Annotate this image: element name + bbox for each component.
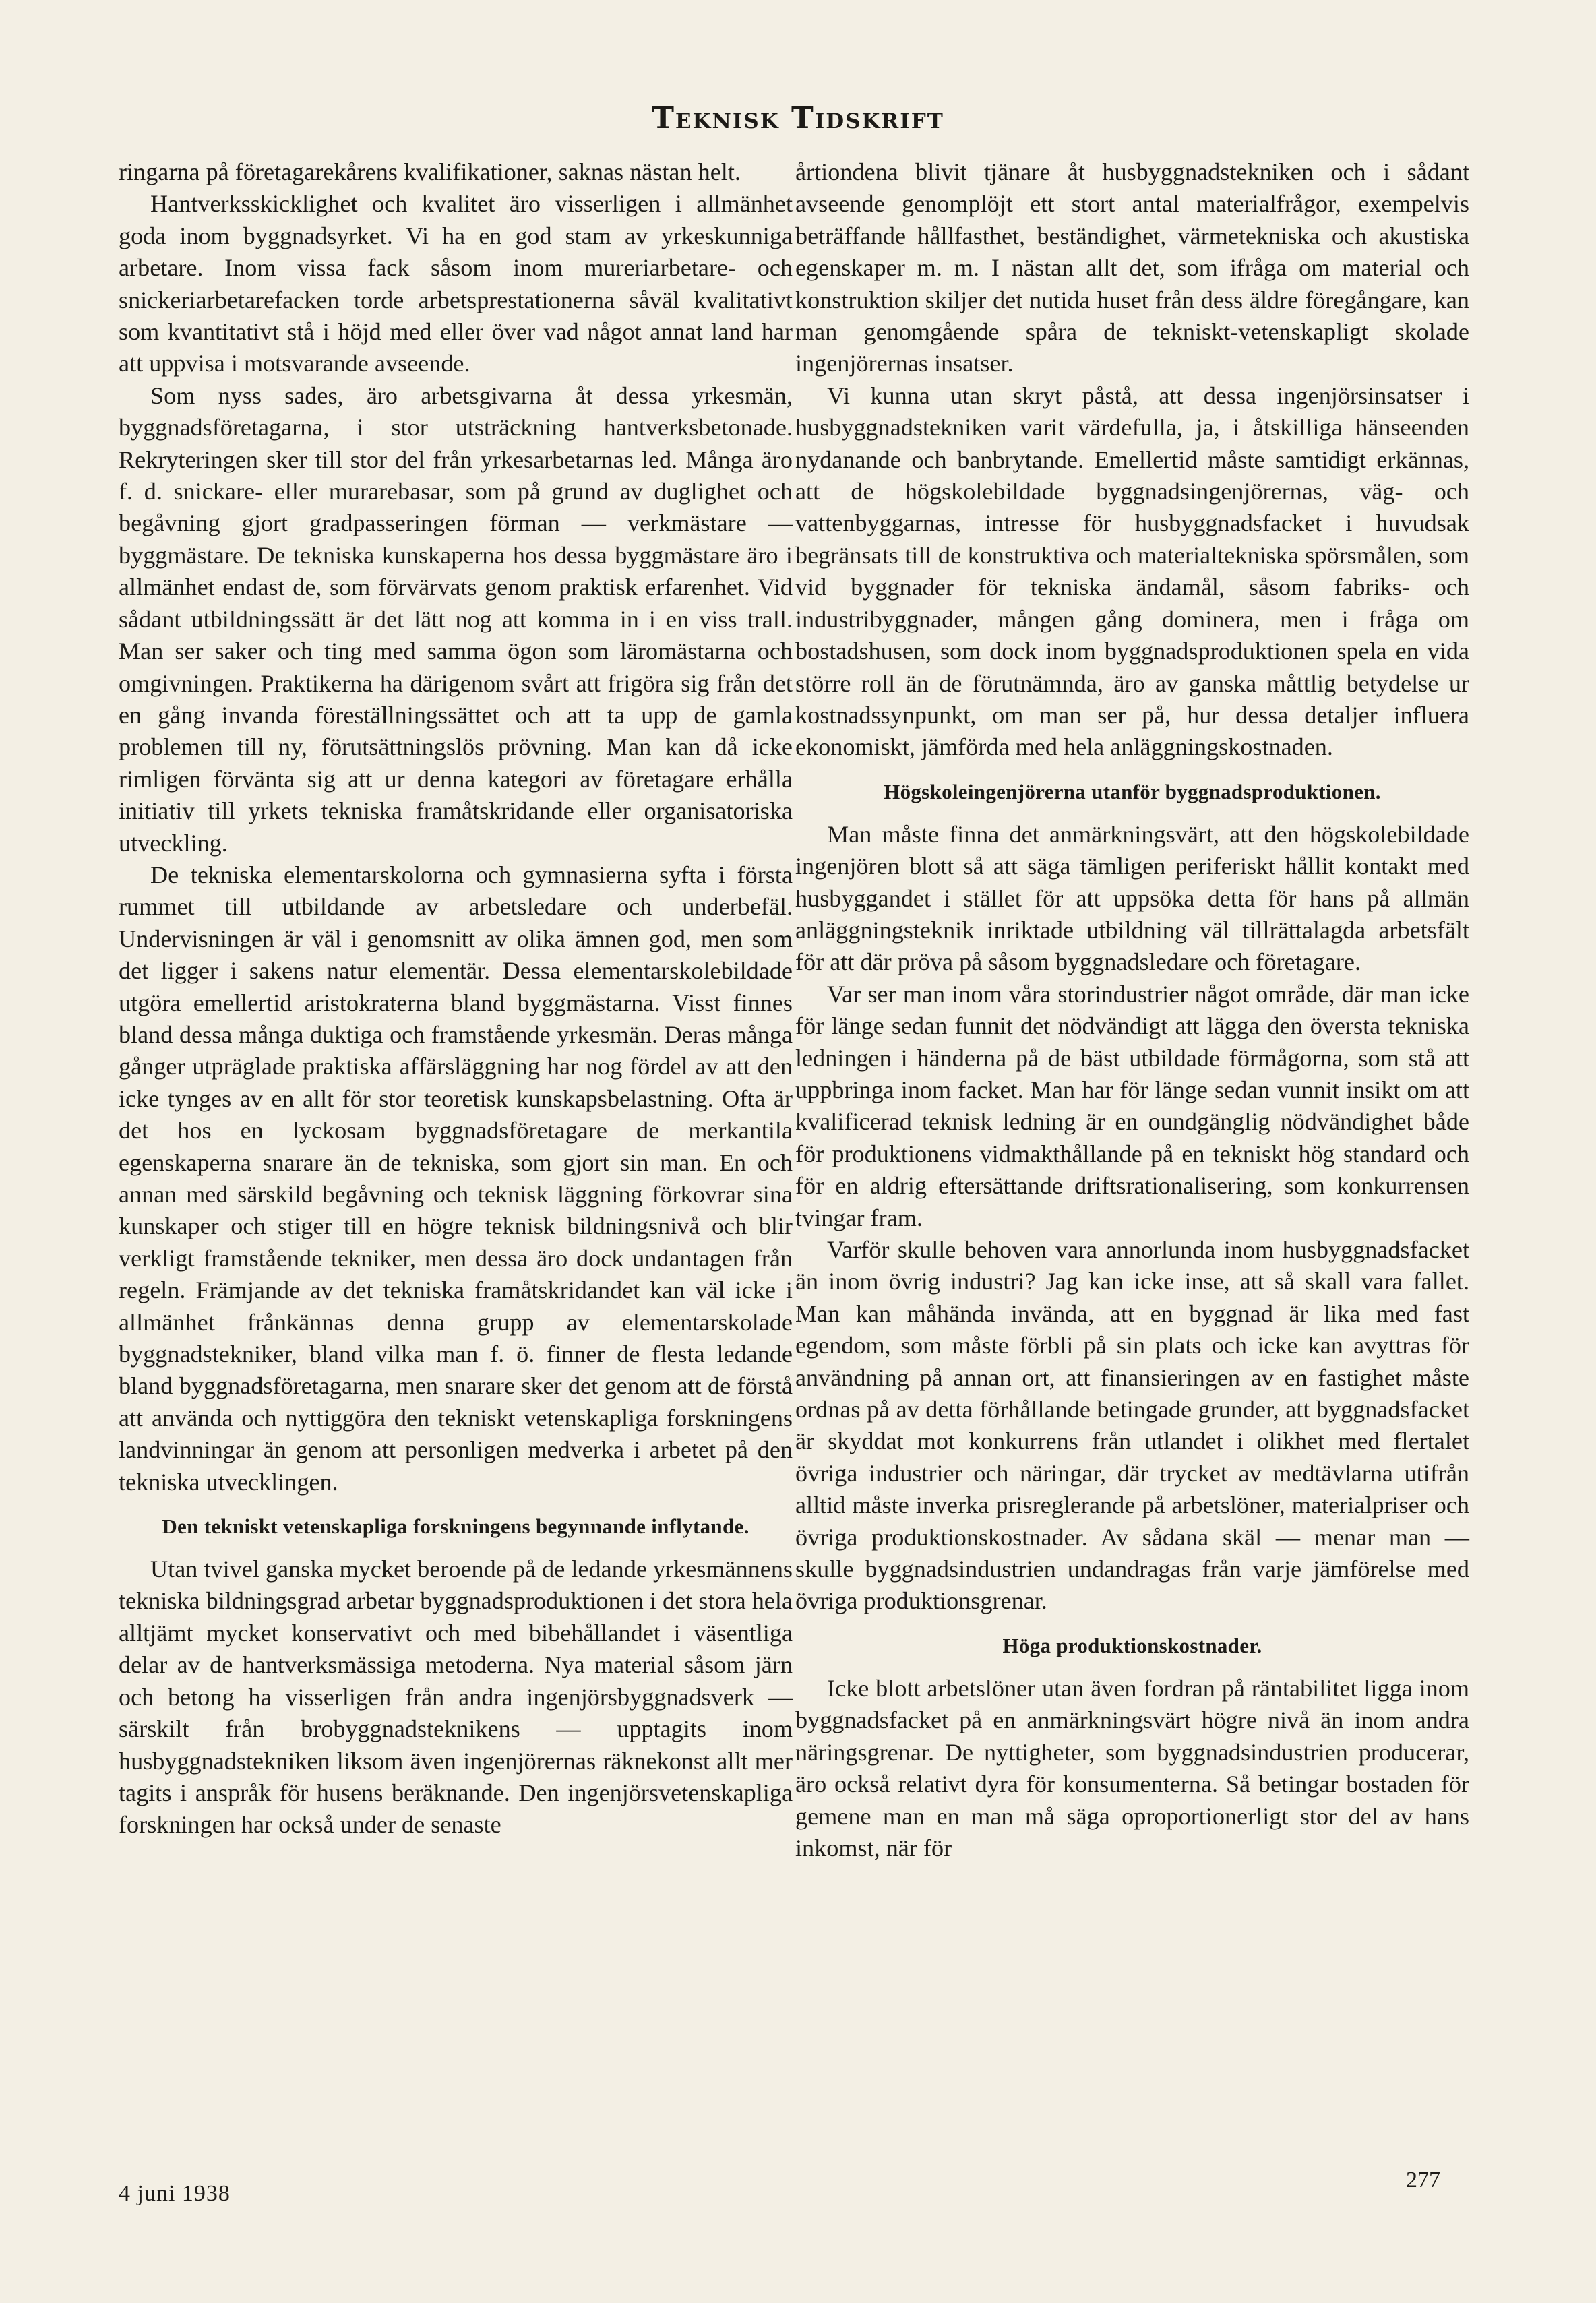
- paragraph: årtiondena blivit tjänare åt husbyggnadstekniken och i sådant avseende genomplöjt ett stort antal materialfrågor, exempelvis beträffande hållfasthet, beständighet, värmetekniska och akustiska egenskaper m. m. I nästan allt det, som ifråga om material och konstruktion skiljer det nutida huset från dess äldre föregångare, kan man genomgående spåra de tekniskt-vetenskapligt skolade ingenjörernas insatser.: [795, 158, 1469, 377]
- left-column: [119, 156, 793, 1841]
- section-heading: Höga produktionskostnader.: [1002, 1633, 1262, 1657]
- paragraph: Varför skulle behoven vara annorlunda inom husbyggnadsfacket än inom övrig industri? Jag kan icke inse, att så skall vara fallet. Man kan måhända invända, att en byggnad är lika med fast egendom, som måste förbli på sin plats och icke kan avyttras för användning på annan ort, att finansieringen av en fastighet måste ordnas på av detta förhållande betingade grunder, att byggnadsfacket är skyddat mot konkurrens från utlandet i olikhet med flertalet övriga industrier och näringar, där trycket av medtävlarna utifrån alltid måste inverka prisreglerande på arbetslöner, materialpriser och övriga produktionskostnader. Av sådana skäl — menar man — skulle byggnadsindustrien undandragas från varje jämförelse med övriga produktionsgrenar.: [795, 1236, 1469, 1615]
- paragraph: ringarna på företagarekårens kvalifikationer, saknas nästan helt.: [119, 158, 741, 185]
- paragraph: Utan tvivel ganska mycket beroende på de ledande yrkesmännens tekniska bildningsgrad arbetar byggnadsproduktionen i det stora hela alltjämt mycket konservativt och med bibehållandet i väsentliga delar av de hantverksmässiga metoderna. Nya material såsom järn och betong ha visserligen från andra ingenjörsbyggnadsverk — särskilt från brobyggnadsteknikens — upptagits inom husbyggnadstekniken liksom även ingenjörernas räknekonst allt mer tagits i anspråk för husens beräknande. Den ingenjörsvetenskapliga forskningen har också under de senaste: [119, 1556, 793, 1839]
- section-heading: Den tekniskt vetenskapliga forskningens begynnande inflytande.: [162, 1514, 749, 1539]
- issue-date: 4 juni 1938: [119, 2181, 231, 2206]
- paragraph: Som nyss sades, äro arbetsgivarna åt dessa yrkesmän, byggnadsföretagarna, i stor utsträckning hantverksbetonade. Rekryteringen sker till stor del från yrkesarbetarnas led. Många äro f. d. snickare- eller murarebasar, som på grund av duglighet och begåvning gjort gradpasseringen förman — verkmästare — byggmästare. De tekniska kunskaperna hos dessa byggmästare äro i allmänhet endast de, som förvärvats genom praktisk erfarenhet. Vid sådant utbildningssätt är det lätt nog att komma in i en viss trall. Man ser saker och ting med samma ögon som läromästarna och omgivningen. Praktikerna ha därigenom svårt att frigöra sig från det en gång invanda föreställningssättet och att ta upp de gamla problemen till ny, förutsättningslös prövning. Man kan då icke rimligen förvänta sig att ur denna kategori av företagare erhålla initiativ till yrkets tekniska framåtskridande eller organisatoriska utveckling.: [119, 381, 793, 857]
- paragraph: Icke blott arbetslöner utan även fordran på räntabilitet ligga inom byggnadsfacket på en anmärkningsvärt högre nivå än inom andra näringsgrenar. De nyttigheter, som byggnadsindustrien producerar, äro också relativt dyra för konsumenterna. Så betingar bostaden för gemene man en man må säga oproportionerligt stor del av hans inkomst, när för: [795, 1674, 1469, 1862]
- paragraph: Man måste finna det anmärkningsvärt, att den högskolebildade ingenjören blott så att säga tämligen periferiskt hållit kontakt med husbyggandet i stället för att uppsöka detta för hans på allmän anläggningsteknik inriktade utbildning väl tillrättalagda arbetsfält för att där pröva på såsom byggnadsledare och företagare.: [795, 820, 1469, 976]
- paragraph: Hantverksskicklighet och kvalitet äro visserligen i allmänhet goda inom byggnadsyrket. Vi ha en god stam av yrkeskunniga arbetare. Inom vissa fack såsom inom mureriarbetare- och snickeriarbetarefacken torde arbetsprestationerna såväl kvalitativt som kvantitativt stå i höjd med eller över vad något annat land har att uppvisa i motsvarande avseende.: [119, 190, 793, 377]
- paragraph: De tekniska elementarskolorna och gymnasierna syfta i första rummet till utbildande av arbetsledare och underbefäl. Undervisningen är väl i genomsnitt av olika ämnen god, men som det ligger i sakens natur elementär. Dessa elementarskolebildade utgöra emellertid aristokraterna bland byggmästarna. Visst finnes bland dessa många duktiga och framstående yrkesmän. Deras många gånger utpräglade praktiska affärsläggning har nog fördel av att den icke tynges av en allt för stor teoretisk kunskapsbelastning. Ofta är det hos en lyckosam byggnadsföretagare de merkantila egenskaperna snarare än de tekniska, som gjort sin man. En och annan med särskild begåvning och teknisk läggning förkovrar sina kunskaper och stiger till en högre teknisk bildningsnivå och blir verkligt framstående tekniker, men dessa äro dock undantagen från regeln. Främjande av det tekniska framåtskridandet kan väl icke i allmänhet frånkännas denna grupp av elementarskolade byggnadstekniker, bland vilka man f. ö. finner de flesta ledande bland byggnadsföretagarna, men snarare sker det genom att de förstå att använda och nyttiggöra den tekniskt vetenskapliga forskningens landvinningar än genom att personligen medverka i arbetet på den tekniska utvecklingen.: [119, 861, 793, 1496]
- right-column: [795, 156, 1469, 1864]
- page-number: 277: [1406, 2168, 1440, 2192]
- paragraph: Var ser man inom våra storindustrier något område, där man icke för länge sedan funnit det nödvändigt att lägga den översta tekniska ledningen i händerna på de bäst utbildade förmågorna, som stå att uppbringa inom facket. Man har för länge sedan vunnit insikt om att kvalificerad teknisk ledning är en oundgänglig nödvändighet både för produktionens vidmakthållande på en tekniskt hög standard och för en aldrig eftersättande driftsrationalisering, som konkurrensen tvingar fram.: [795, 980, 1469, 1231]
- section-heading: Högskoleingenjörerna utanför byggnadsproduktionen.: [884, 779, 1381, 803]
- paragraph: Vi kunna utan skryt påstå, att dessa ingenjörsinsatser i husbyggnadstekniken varit värdefulla, ja, i åtskilliga hänseenden nydanande och banbrytande. Emellertid måste samtidigt erkännas, att de högskolebildade byggnadsingenjörernas, väg- och vattenbyggarnas, intresse för husbyggnadsfacket i huvudsak begränsats till de konstruktiva och materialtekniska spörsmålen, som vid byggnader för tekniska ändamål, såsom fabriks- och industribyggnader, mången gång dominera, men i fråga om bostadshusen, som dock inom byggnadsproduktionen spela en vida större roll än de förutnämnda, äro av ganska måttlig betydelse ur kostnadssynpunkt, om man ser på, hur dessa detaljer influera ekonomiskt, jämförda med hela anläggningskostnaden.: [795, 381, 1469, 761]
- journal-masthead: Teknisk Tidskrift: [652, 101, 944, 135]
